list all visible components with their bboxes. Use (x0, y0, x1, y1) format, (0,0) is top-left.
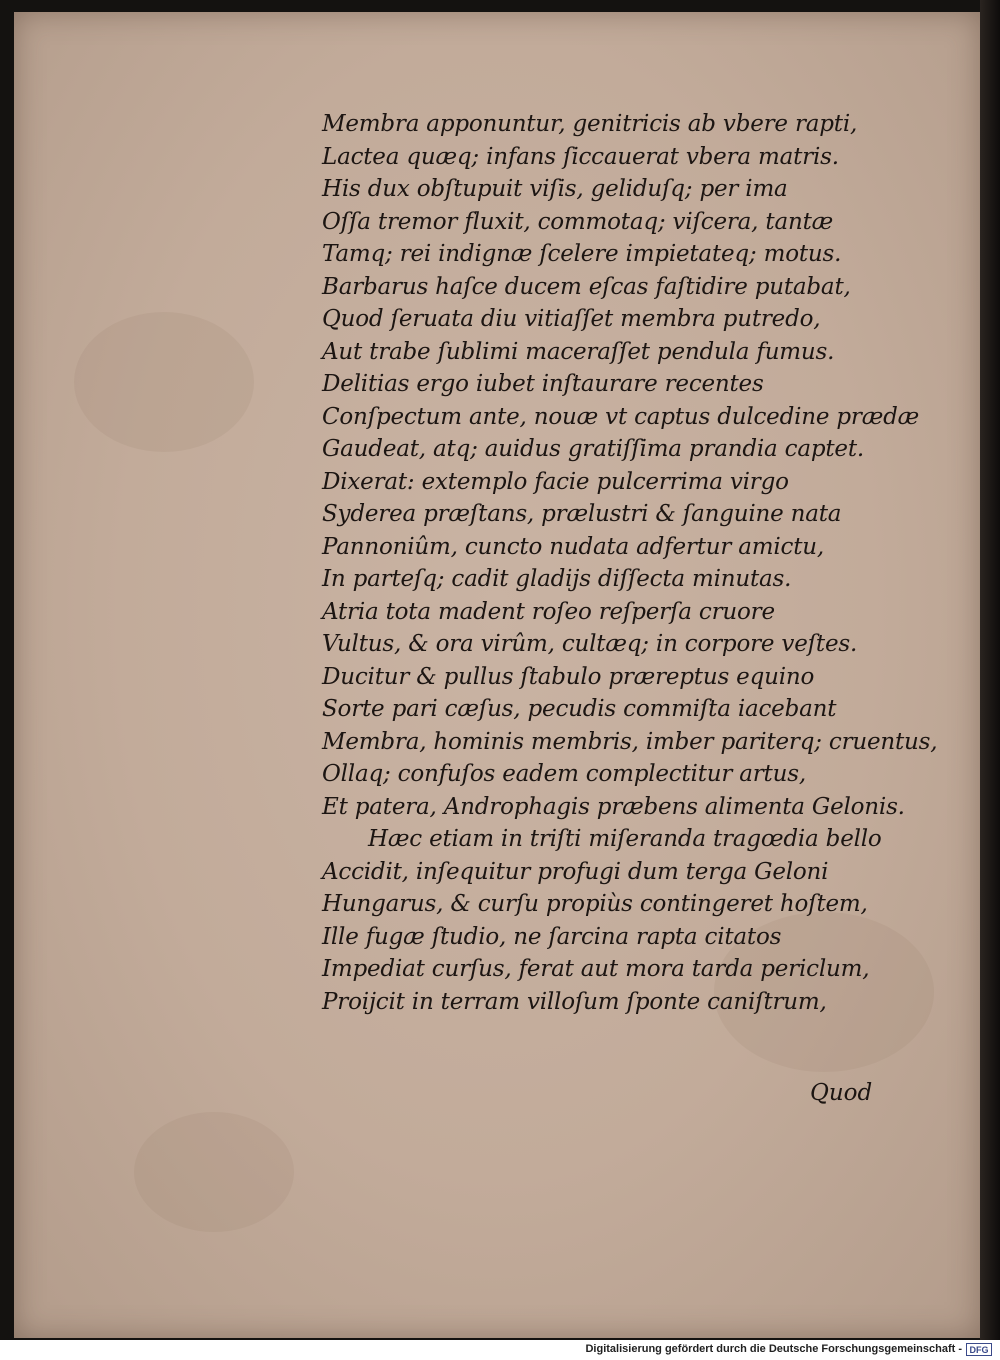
footer-bar (0, 1340, 1000, 1360)
verse-line: Ducitur & pullus ſtabulo præreptus equino (322, 663, 815, 690)
verse-line: Tamq; rei indignæ ſcelere impietateq; motus. (322, 241, 842, 267)
paper-stain (74, 312, 254, 452)
verse-line: Pannoniûm, cuncto nudata adfertur amictu, (322, 533, 825, 560)
verse-text-block (322, 108, 938, 1018)
verse-line: Hungarus, & curſu propiùs contingeret hoſtem, (322, 891, 868, 917)
verse-line: Membra, hominis membris, imber pariterq; cruentus, (322, 728, 938, 755)
verse-line: Gaudeat, atq; auidus gratiſſima prandia captet. (322, 436, 864, 462)
paper-stain (134, 1112, 294, 1232)
verse-line: Et patera, Androphagis præbens alimenta Gelonis. (322, 793, 905, 820)
verse-line: Dixerat: extemplo facie pulcerrima virgo (322, 468, 789, 495)
verse-line: Oſſa tremor fluxit, commotaq; viſcera, tantæ (322, 208, 834, 235)
verse-line: His dux obſtupuit viſis, geliduſq; per ima (322, 176, 788, 202)
catchword: Quod (810, 1080, 873, 1106)
verse-line: Lactea quæq; infans ſiccauerat vbera matris. (322, 143, 839, 170)
verse-line: Atria tota madent roſeo reſperſa cruore (322, 598, 775, 625)
verse-line: Ille fugæ ſtudio, ne ſarcina rapta citatos (322, 923, 782, 950)
dfg-logo-icon[interactable]: DFG (966, 1343, 992, 1356)
digitization-credit: Digitalisierung gefördert durch die Deutsche Forschungsgemeinschaft - (585, 1343, 962, 1355)
verse-line: Barbarus haſce ducem eſcas faſtidire putabat, (322, 273, 851, 300)
verse-line: Proijcit in terram villoſum ſponte caniſtrum, (322, 988, 827, 1015)
verse-line: Sorte pari cæſus, pecudis commiſta iacebant (322, 696, 837, 722)
verse-line: Ollaq; confuſos eadem complectitur artus, (322, 761, 806, 787)
verse-line: Impediat curſus, ferat aut mora tarda periclum, (322, 956, 870, 982)
verse-line: Conſpectum ante, nouæ vt captus dulcedine prædæ (322, 403, 920, 430)
verse-line: Hæc etiam in triſti miſeranda tragœdia bello (368, 826, 882, 852)
verse-line: Vultus, & ora virûm, cultæq; in corpore veſtes. (322, 631, 858, 657)
verse-line: Aut trabe ſublimi maceraſſet pendula fumus. (322, 338, 835, 365)
verse-line: In parteſq; cadit gladijs diſſecta minutas. (322, 566, 792, 592)
verse-line: Accidit, inſequitur profugi dum terga Geloni (322, 858, 829, 885)
verse-line: Syderea præſtans, prælustri & ſanguine nata (322, 501, 842, 527)
verse-line: Delitias ergo iubet inſtaurare recentes (322, 371, 764, 397)
verse-line: Membra apponuntur, genitricis ab vbere rapti, (322, 111, 858, 137)
verse-line: Quod ſeruata diu vitiaſſet membra putredo, (322, 306, 821, 332)
book-spine-shadow (980, 0, 1000, 1340)
